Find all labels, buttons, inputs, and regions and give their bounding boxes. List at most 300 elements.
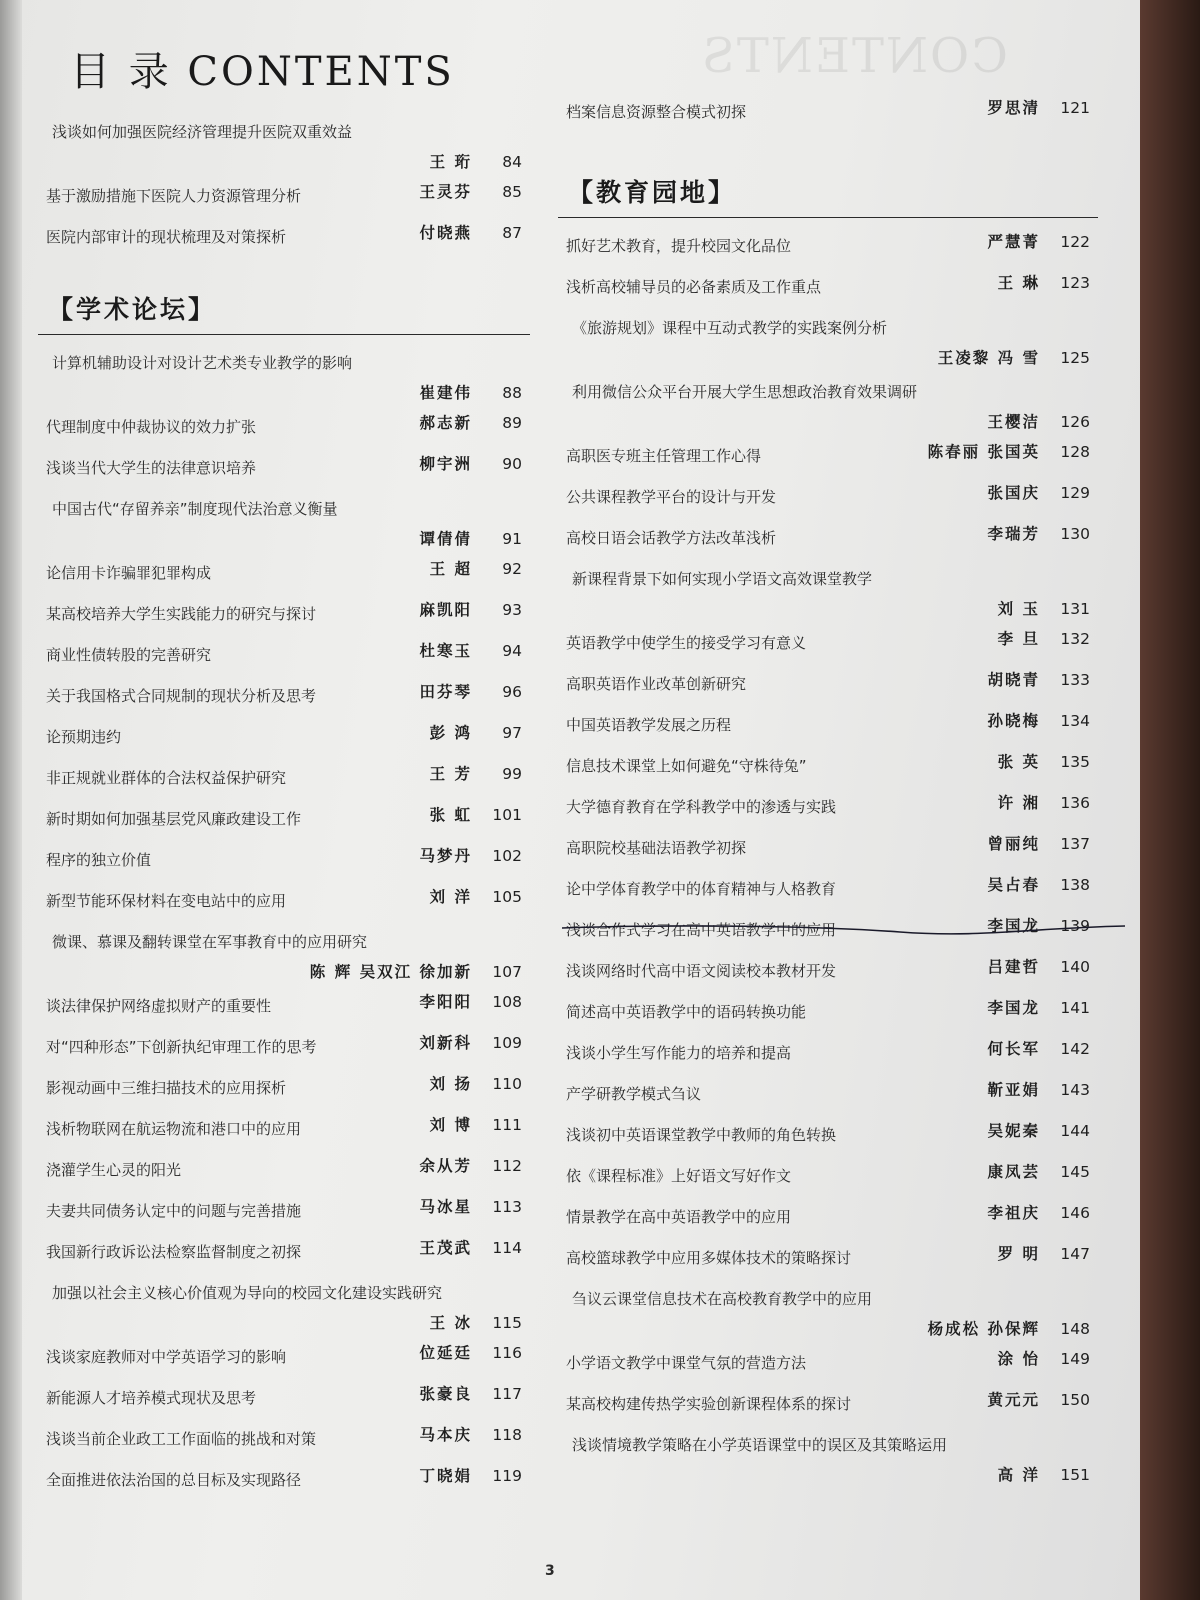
toc-entry [38, 405, 530, 446]
entry-author: 罗思清 [987, 99, 1040, 117]
entry-page-number: 107 [492, 963, 522, 981]
entry-author: 吴妮秦 [987, 1122, 1040, 1140]
entry-page-number: 144 [1060, 1122, 1090, 1140]
toc-entry [558, 306, 1098, 370]
entry-author: 何长军 [987, 1040, 1040, 1058]
entry-byline [987, 232, 1090, 252]
entry-byline [419, 1425, 522, 1445]
entry-author: 王茂武 [419, 1239, 472, 1257]
entry-byline [430, 764, 522, 784]
entry-author: 刘 玉 [997, 600, 1040, 618]
entry-page-number: 88 [502, 384, 522, 402]
toc-entry [558, 1031, 1098, 1072]
entry-page-number: 130 [1060, 525, 1090, 543]
entry-title: 浅谈当代大学生的法律意识培养 [46, 459, 257, 477]
entry-byline [998, 793, 1090, 813]
entry-page-number: 149 [1060, 1350, 1090, 1368]
toc-entry [38, 1230, 530, 1271]
entry-page-number: 119 [492, 1467, 522, 1485]
entry-author: 郝志新 [419, 414, 472, 432]
entry-byline [430, 723, 522, 743]
toc-entry [38, 756, 530, 797]
entry-byline [419, 641, 522, 661]
entry-author: 李国龙 [987, 999, 1040, 1017]
entry-author: 涂 怡 [997, 1350, 1040, 1368]
entry-page-number: 139 [1060, 917, 1090, 935]
entry-page-number: 112 [492, 1157, 522, 1175]
toc-entry [558, 744, 1098, 785]
entry-title: 利用微信公众平台开展大学生思想政治教育效果调研 [572, 383, 918, 401]
toc-entry [558, 516, 1098, 557]
entry-author: 黄元元 [987, 1391, 1040, 1409]
entry-byline [987, 875, 1090, 895]
entry-author: 麻凯阳 [419, 601, 472, 619]
entry-title: 基于激励措施下医院人力资源管理分析 [46, 187, 302, 205]
entry-author: 余从芳 [419, 1157, 472, 1175]
left-column [38, 110, 530, 1499]
entry-title: 浅谈家庭教师对中学英语学习的影响 [46, 1348, 287, 1366]
entry-title: 刍议云课堂信息技术在高校教育教学中的应用 [572, 1290, 873, 1308]
entry-byline [558, 1309, 1098, 1341]
entry-page-number: 142 [1060, 1040, 1090, 1058]
entry-page-number: 151 [1060, 1466, 1090, 1484]
entry-author: 谭倩倩 [419, 530, 472, 548]
toc-entry [38, 674, 530, 715]
entry-author: 刘 洋 [429, 888, 472, 906]
entry-author: 位延廷 [419, 1344, 472, 1362]
entry-byline [430, 887, 522, 907]
toc-entry [38, 1335, 530, 1376]
entry-title: 小学语文教学中课堂气氛的营造方法 [566, 1354, 807, 1372]
entry-byline [419, 1033, 522, 1053]
entry-author: 马冰星 [419, 1198, 472, 1216]
toc-entry [558, 475, 1098, 516]
entry-byline [558, 338, 1098, 370]
entry-author: 刘 博 [429, 1116, 472, 1134]
entry-author: 李阳阳 [419, 993, 472, 1011]
toc-entry [38, 110, 530, 174]
entry-author: 王 超 [429, 560, 472, 578]
page-number: 3 [545, 1563, 555, 1579]
entry-byline [928, 442, 1090, 462]
entry-title: 程序的独立价值 [46, 851, 152, 869]
entry-title: 微课、慕课及翻转课堂在军事教育中的应用研究 [52, 933, 368, 951]
entry-page-number: 89 [502, 414, 522, 432]
entry-byline [987, 957, 1090, 977]
entry-byline [987, 1121, 1090, 1141]
entry-page-number: 134 [1060, 712, 1090, 730]
entry-page-number: 118 [492, 1426, 522, 1444]
entry-author: 杜寒玉 [419, 642, 472, 660]
entry-page-number: 146 [1060, 1204, 1090, 1222]
entry-title: 《旅游规划》课程中互动式教学的实践案例分析 [572, 319, 888, 337]
toc-entry [38, 633, 530, 674]
entry-page-number: 126 [1060, 413, 1090, 431]
entry-author: 刘新科 [419, 1034, 472, 1052]
toc-entry [38, 797, 530, 838]
entry-author: 严慧菁 [987, 233, 1040, 251]
entry-page-number: 147 [1060, 1245, 1090, 1263]
entry-byline [419, 1343, 522, 1363]
toc-entry [38, 174, 530, 215]
section-heading-education-garden: 【教育园地】 [568, 178, 737, 207]
entry-page-number: 145 [1060, 1163, 1090, 1181]
toc-entry [558, 224, 1098, 265]
entry-title: 新时期如何加强基层党风廉政建设工作 [46, 810, 302, 828]
entry-title: 浅谈初中英语课堂教学中教师的角色转换 [566, 1126, 837, 1144]
entry-byline [38, 1303, 530, 1335]
entry-title: 档案信息资源整合模式初探 [566, 103, 747, 121]
entry-author: 柳宇洲 [419, 455, 472, 473]
toc-entry [38, 1458, 530, 1499]
entry-author: 王凌黎 冯 雪 [937, 349, 1040, 367]
entry-page-number: 148 [1060, 1320, 1090, 1338]
entry-author: 罗 明 [997, 1245, 1040, 1263]
entry-page-number: 109 [492, 1034, 522, 1052]
toc-entry [558, 990, 1098, 1031]
entry-author: 王 琳 [997, 274, 1040, 292]
right-column [558, 90, 1098, 1487]
entry-title: 浅谈当前企业政工工作面临的挑战和对策 [46, 1430, 317, 1448]
toc-entry [38, 1066, 530, 1107]
entry-title: 加强以社会主义核心价值观为导向的校园文化建设实践研究 [52, 1284, 443, 1302]
toc-entry [558, 1154, 1098, 1195]
entry-byline [987, 1162, 1090, 1182]
entry-page-number: 150 [1060, 1391, 1090, 1409]
toc-entry [558, 1423, 1098, 1487]
entry-author: 丁晓娟 [419, 1467, 472, 1485]
entry-title: 某高校构建传热学实验创新课程体系的探讨 [566, 1395, 852, 1413]
toc-entry [38, 1189, 530, 1230]
entry-page-number: 115 [492, 1314, 522, 1332]
entry-author: 张 英 [997, 753, 1040, 771]
entry-author: 刘 扬 [429, 1075, 472, 1093]
entry-byline [558, 589, 1098, 621]
entry-byline [430, 1115, 522, 1135]
toc-entry [558, 1072, 1098, 1113]
entry-author: 田芬琴 [419, 683, 472, 701]
toc-entry [558, 557, 1098, 621]
entry-author: 陈春丽 张国英 [927, 443, 1040, 461]
entry-title: 浅谈小学生写作能力的培养和提高 [566, 1044, 792, 1062]
entry-byline [998, 752, 1090, 772]
entry-author: 付晓燕 [419, 224, 472, 242]
entry-page-number: 102 [492, 847, 522, 865]
entry-byline [998, 1349, 1090, 1369]
entry-page-number: 93 [502, 601, 522, 619]
entry-title: 代理制度中仲裁协议的效力扩张 [46, 418, 257, 436]
entry-byline [987, 524, 1090, 544]
toc-entry [558, 370, 1098, 434]
entry-page-number: 132 [1060, 630, 1090, 648]
entry-author: 吕建哲 [987, 958, 1040, 976]
entry-title: 大学德育教育在学科教学中的渗透与实践 [566, 798, 837, 816]
entry-title: 浅谈情境教学策略在小学英语课堂中的误区及其策略运用 [572, 1436, 948, 1454]
entry-page-number: 135 [1060, 753, 1090, 771]
section-rule [38, 334, 530, 335]
entry-author: 陈 辉 吴双江 徐加新 [309, 963, 472, 981]
entry-title: 新型节能环保材料在变电站中的应用 [46, 892, 287, 910]
entry-title: 公共课程教学平台的设计与开发 [566, 488, 777, 506]
entry-byline [987, 483, 1090, 503]
left-top-entries [38, 110, 530, 256]
entry-title: 中国英语教学发展之历程 [566, 716, 732, 734]
entry-author: 孙晓梅 [987, 712, 1040, 730]
entry-page-number: 111 [492, 1116, 522, 1134]
entry-author: 高 洋 [997, 1466, 1040, 1484]
entry-byline [419, 1156, 522, 1176]
entry-title: 浅析物联网在航运物流和港口中的应用 [46, 1120, 302, 1138]
toc-entry [38, 1148, 530, 1189]
entry-author: 王 珩 [429, 153, 472, 171]
show-through-text: CONTENTS [700, 28, 1009, 84]
entry-page-number: 129 [1060, 484, 1090, 502]
entry-byline [419, 682, 522, 702]
toc-entry [558, 1382, 1098, 1423]
entry-byline [419, 1466, 522, 1486]
entry-page-number: 116 [492, 1344, 522, 1362]
entry-author: 彭 鸿 [429, 724, 472, 742]
entry-page-number: 128 [1060, 443, 1090, 461]
entry-byline [558, 402, 1098, 434]
entry-page-number: 90 [502, 455, 522, 473]
entry-title: 新课程背景下如何实现小学语文高效课堂教学 [572, 570, 873, 588]
entry-page-number: 94 [502, 642, 522, 660]
entry-title: 英语教学中使学生的接受学习有意义 [566, 634, 807, 652]
entry-page-number: 121 [1060, 99, 1090, 117]
entry-byline [558, 1455, 1098, 1487]
entry-page-number: 140 [1060, 958, 1090, 976]
entry-byline [998, 1244, 1090, 1264]
section-rule [558, 217, 1098, 218]
entry-author: 吴占春 [987, 876, 1040, 894]
toc-entry [38, 1025, 530, 1066]
entry-byline [419, 992, 522, 1012]
toc-entry [558, 1277, 1098, 1341]
entry-author: 许 湘 [997, 794, 1040, 812]
entry-author: 胡晓青 [987, 671, 1040, 689]
toc-entry [38, 1271, 530, 1335]
handwritten-underline [560, 918, 1130, 948]
entry-author: 张 虹 [429, 806, 472, 824]
toc-entry [558, 703, 1098, 744]
entry-byline [419, 223, 522, 243]
entry-page-number: 122 [1060, 233, 1090, 251]
entry-author: 王樱洁 [987, 413, 1040, 431]
entry-byline [430, 805, 522, 825]
entry-author: 崔建伟 [419, 384, 472, 402]
entry-title: 某高校培养大学生实践能力的研究与探讨 [46, 605, 317, 623]
entry-title: 医院内部审计的现状梳理及对策探析 [46, 228, 287, 246]
entry-title: 浇灌学生心灵的阳光 [46, 1161, 182, 1179]
toc-entry [558, 1195, 1098, 1236]
entry-byline [987, 670, 1090, 690]
entry-page-number: 136 [1060, 794, 1090, 812]
toc-entry [558, 867, 1098, 908]
entry-byline [998, 629, 1090, 649]
entry-byline [987, 834, 1090, 854]
entry-byline [987, 998, 1090, 1018]
entry-page-number: 137 [1060, 835, 1090, 853]
toc-entry [558, 1341, 1098, 1382]
entry-title: 浅谈如何加强医院经济管理提升医院双重效益 [52, 123, 353, 141]
toc-entry [558, 265, 1098, 306]
entry-title: 商业性债转股的完善研究 [46, 646, 212, 664]
toc-entry [38, 838, 530, 879]
entry-page-number: 133 [1060, 671, 1090, 689]
entry-author: 张豪良 [419, 1385, 472, 1403]
entry-page-number: 87 [502, 224, 522, 242]
entry-byline [430, 1074, 522, 1094]
entry-title: 中国古代“存留养亲”制度现代法治意义衡量 [52, 500, 338, 518]
entry-page-number: 85 [502, 183, 522, 201]
entry-title: 高职院校基础法语教学初探 [566, 839, 747, 857]
entry-author: 李瑞芳 [987, 525, 1040, 543]
toc-entry [38, 984, 530, 1025]
entry-title: 论预期违约 [46, 728, 122, 746]
toc-entry [38, 1417, 530, 1458]
entry-byline [419, 413, 522, 433]
toc-entry [38, 715, 530, 756]
toc-entry [558, 434, 1098, 475]
entry-page-number: 96 [502, 683, 522, 701]
entry-title: 全面推进依法治国的总目标及实现路径 [46, 1471, 302, 1489]
entry-page-number: 123 [1060, 274, 1090, 292]
entry-title: 关于我国格式合同规制的现状分析及思考 [46, 687, 317, 705]
entry-author: 李 旦 [997, 630, 1040, 648]
entry-byline [998, 273, 1090, 293]
entry-page-number: 99 [502, 765, 522, 783]
entry-author: 李祖庆 [987, 1204, 1040, 1222]
entry-byline [987, 1080, 1090, 1100]
entry-author: 张国庆 [987, 484, 1040, 502]
entry-title: 谈法律保护网络虚拟财产的重要性 [46, 997, 272, 1015]
entry-page-number: 114 [492, 1239, 522, 1257]
entry-byline [987, 711, 1090, 731]
toc-entry [558, 949, 1098, 990]
entry-byline [987, 1039, 1090, 1059]
entry-author: 康凤芸 [987, 1163, 1040, 1181]
entry-title: 信息技术课堂上如何避免“守株待兔” [566, 757, 807, 775]
toc-entry [38, 920, 530, 984]
entry-title: 抓好艺术教育，提升校园文化品位 [566, 237, 792, 255]
toc-entry [38, 592, 530, 633]
entry-title: 计算机辅助设计对设计艺术类专业教学的影响 [52, 354, 353, 372]
toc-entry [38, 1107, 530, 1148]
entry-page-number: 141 [1060, 999, 1090, 1017]
toc-entry [558, 621, 1098, 662]
entry-byline [38, 519, 530, 551]
entry-title: 情景教学在高中英语教学中的应用 [566, 1208, 792, 1226]
toc-entry [38, 1376, 530, 1417]
toc-entry [558, 1236, 1098, 1277]
entry-author: 靳亚娟 [987, 1081, 1040, 1099]
entry-byline [419, 600, 522, 620]
page-title: 目 录 CONTENTS [70, 49, 455, 95]
entry-byline [987, 1203, 1090, 1223]
toc-entry [38, 215, 530, 256]
entry-byline [987, 1390, 1090, 1410]
entry-author: 杨成松 孙保辉 [927, 1320, 1040, 1338]
entry-page-number: 110 [492, 1075, 522, 1093]
entry-author: 马梦丹 [419, 847, 472, 865]
entry-page-number: 138 [1060, 876, 1090, 894]
entry-title: 夫妻共同债务认定中的问题与完善措施 [46, 1202, 302, 1220]
entry-title: 高职英语作业改革创新研究 [566, 675, 747, 693]
entry-page-number: 105 [492, 888, 522, 906]
entry-author: 王灵芬 [419, 183, 472, 201]
entry-title: 产学研教学模式刍议 [566, 1085, 702, 1103]
entry-title: 高校篮球教学中应用多媒体技术的策略探讨 [566, 1249, 852, 1267]
page-binding-edge [0, 0, 22, 1600]
entry-byline [419, 1197, 522, 1217]
entry-title: 新能源人才培养模式现状及思考 [46, 1389, 257, 1407]
toc-entry [38, 487, 530, 551]
entry-title: 浅析高校辅导员的必备素质及工作重点 [566, 278, 822, 296]
right-entries [558, 224, 1098, 1487]
entry-title: 论中学体育教学中的体育精神与人格教育 [566, 880, 837, 898]
entry-byline [419, 1384, 522, 1404]
entry-page-number: 143 [1060, 1081, 1090, 1099]
entry-title: 我国新行政诉讼法检察监督制度之初探 [46, 1243, 302, 1261]
section-heading-academic-forum: 【学术论坛】 [48, 295, 217, 324]
entry-author: 王 冰 [429, 1314, 472, 1332]
toc-entry [558, 785, 1098, 826]
entry-title: 影视动画中三维扫描技术的应用探析 [46, 1079, 287, 1097]
entry-page-number: 97 [502, 724, 522, 742]
background-surface [1140, 0, 1200, 1600]
entry-author: 王 芳 [429, 765, 472, 783]
right-top-entries [558, 90, 1098, 131]
entry-byline [419, 846, 522, 866]
toc-entry [38, 341, 530, 405]
entry-title: 论信用卡诈骗罪犯罪构成 [46, 564, 212, 582]
entry-author: 李国龙 [987, 917, 1040, 935]
entry-byline [430, 559, 522, 579]
entry-title: 高校日语会话教学方法改革浅析 [566, 529, 777, 547]
entry-page-number: 108 [492, 993, 522, 1011]
toc-entry [558, 826, 1098, 867]
entry-page-number: 117 [492, 1385, 522, 1403]
entry-title: 浅谈合作式学习在高中英语教学中的应用 [566, 921, 837, 939]
entry-byline [419, 1238, 522, 1258]
toc-entry [38, 551, 530, 592]
entry-author: 曾丽纯 [987, 835, 1040, 853]
toc-entry [38, 446, 530, 487]
entry-title: 浅谈网络时代高中语文阅读校本教材开发 [566, 962, 837, 980]
entry-page-number: 91 [502, 530, 522, 548]
entry-page-number: 101 [492, 806, 522, 824]
left-entries [38, 341, 530, 1499]
entry-byline [987, 98, 1090, 118]
entry-title: 简述高中英语教学中的语码转换功能 [566, 1003, 807, 1021]
entry-author: 马本庆 [419, 1426, 472, 1444]
entry-byline [419, 454, 522, 474]
entry-page-number: 125 [1060, 349, 1090, 367]
entry-title: 非正规就业群体的合法权益保护研究 [46, 769, 287, 787]
toc-entry [558, 1113, 1098, 1154]
entry-page-number: 84 [502, 153, 522, 171]
toc-entry [558, 662, 1098, 703]
entry-title: 依《课程标准》上好语文写好作文 [566, 1167, 792, 1185]
entry-byline [38, 373, 530, 405]
toc-entry [38, 879, 530, 920]
entry-title: 高职医专班主任管理工作心得 [566, 447, 762, 465]
entry-byline [38, 952, 530, 984]
entry-page-number: 113 [492, 1198, 522, 1216]
entry-byline [419, 182, 522, 202]
entry-byline [38, 142, 530, 174]
